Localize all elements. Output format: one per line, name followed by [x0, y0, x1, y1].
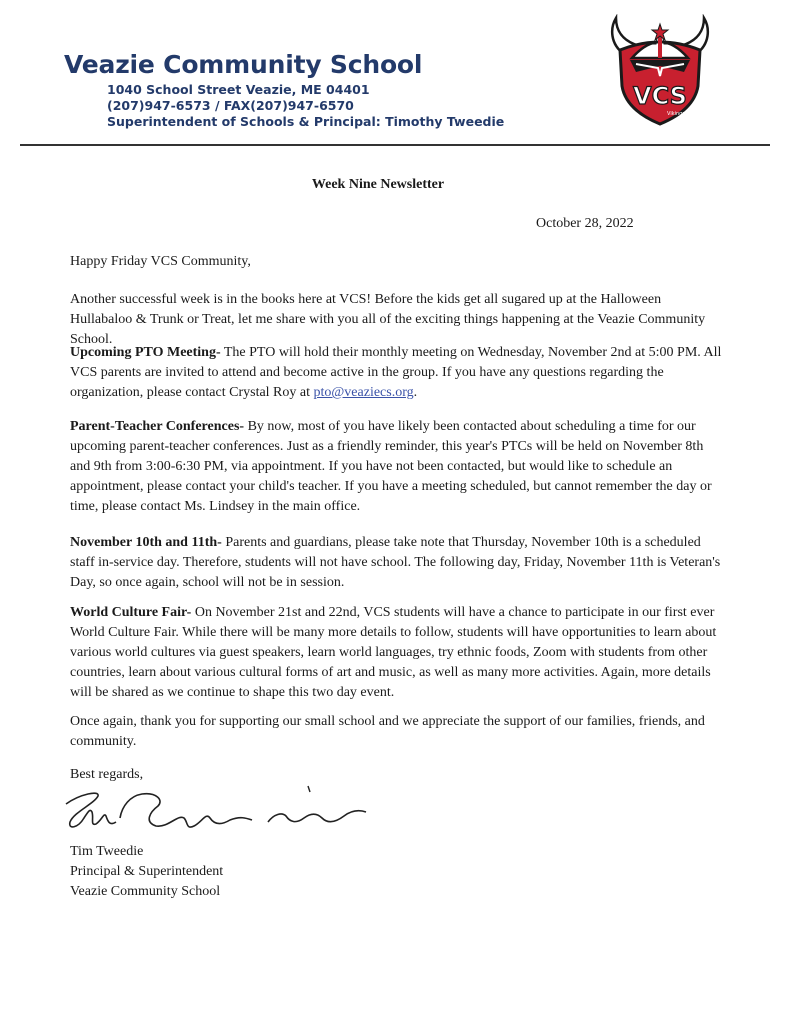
- logo-small-lettering: Vikings: [667, 111, 685, 117]
- closing-text: Once again, thank you for supporting our small school and we appreciate the support of our families, friends, and community.: [70, 714, 705, 749]
- signer-school: Veazie Community School: [70, 884, 221, 899]
- november-text: Parents and guardians, please take note that Thursday, November 10th is a scheduled staff in-service day. Therefore, students will not have school. The following day, Friday, November 11th is Veteran's Day, so once again, school will not be in session.: [70, 535, 721, 590]
- culture-text: On November 21st and 22nd, VCS students will have a chance to participate in our first ever World Culture Fair. While there will be many more details to follow, students will have opportunities to learn about various world cultures via guest speakers, learn world languages, try ethnic foods, Zoom with students from other countries, learn about various cultural forms of art and music, as well as many more activities. Again, more details will be shared as we continue to shape this two day event.: [70, 605, 717, 700]
- pto-paragraph: [70, 343, 722, 403]
- signer-title: Principal & Superintendent: [70, 864, 224, 879]
- school-phone-fax: (207)947-6573 / FAX(207)947-6570: [107, 98, 354, 113]
- intro-text: Another successful week is in the books here at VCS! Before the kids get all sugared up at the Halloween Hullabaloo & Trunk or Treat, let me share with you all of the exciting things happening at the Veazie Community School.: [70, 292, 706, 347]
- november-label: November 10th and 11th-: [70, 535, 222, 550]
- greeting: [70, 252, 722, 272]
- pto-text: The PTO will hold their monthly meeting on Wednesday, November 2nd at 5:00 PM. All VCS parents are invited to attend and become active in the group. If you have any questions regarding the organization, please contact Crystal Roy at: [70, 345, 722, 400]
- pto-email-link[interactable]: pto@veaziecs.org: [313, 385, 414, 400]
- ptc-paragraph: [70, 417, 722, 517]
- november-paragraph: [70, 533, 722, 593]
- superintendent-line: Superintendent of Schools & Principal: Timothy Tweedie: [107, 114, 505, 129]
- school-address: 1040 School Street Veazie, ME 04401: [107, 82, 370, 97]
- sign-off-text: Best regards,: [70, 767, 144, 782]
- letter-date: October 28, 2022: [536, 216, 634, 231]
- school-name: Veazie Community School: [64, 50, 423, 79]
- closing-paragraph: [70, 712, 722, 752]
- culture-label: World Culture Fair-: [70, 605, 192, 620]
- signer-name: Tim Tweedie: [70, 844, 144, 859]
- intro-paragraph: [70, 290, 722, 350]
- newsletter-title: Week Nine Newsletter: [311, 177, 445, 192]
- pto-after: .: [413, 385, 418, 400]
- header-divider: [20, 144, 770, 146]
- pto-label: Upcoming PTO Meeting-: [70, 345, 221, 360]
- culture-paragraph: [70, 603, 722, 703]
- greeting-text: Happy Friday VCS Community,: [70, 254, 251, 269]
- logo-lettering: VCS: [633, 82, 687, 110]
- ptc-label: Parent-Teacher Conferences-: [70, 419, 245, 434]
- ptc-text: By now, most of you have likely been contacted about scheduling a time for our upcoming parent-teacher conferences. Just as a friendly reminder, this year's PTCs will be held on November 8th and 9th from 3:00-6:30 PM, via appointment. If you have not been contacted, but would like to schedule an appointment, please contact your child's teacher. If you have a meeting scheduled, but cannot remember the day or time, please contact Ms. Lindsey in the main office.: [70, 419, 712, 514]
- signature-block: [70, 842, 223, 902]
- vcs-viking-logo: [606, 14, 714, 126]
- handwritten-signature: [60, 782, 370, 842]
